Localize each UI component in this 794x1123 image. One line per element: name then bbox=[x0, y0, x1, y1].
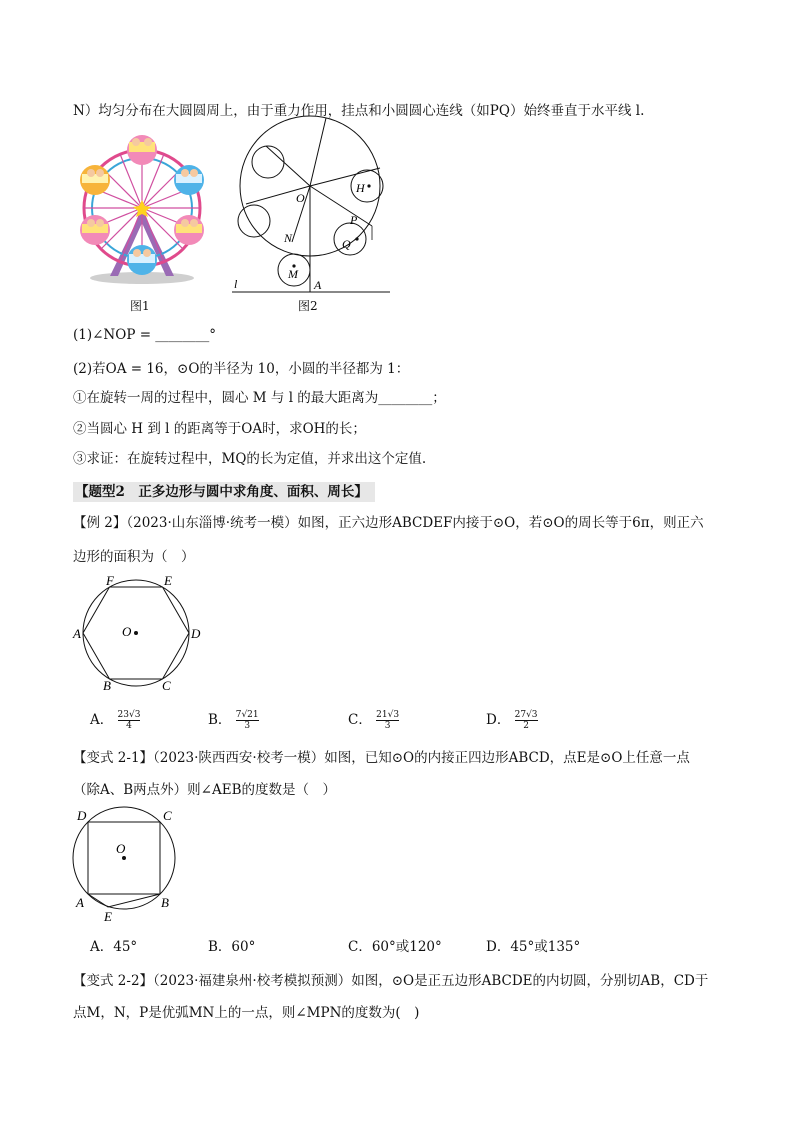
question-2-1: ①在旋转一周的过程中，圆心 M 与 l 的最大距离为________； bbox=[73, 390, 446, 406]
sq-label-D: D bbox=[77, 808, 87, 823]
ferris-wheel-image bbox=[72, 128, 212, 286]
label-H: H bbox=[356, 181, 365, 195]
variant21-choice-a[interactable]: A．45° bbox=[90, 939, 138, 955]
variant21-line1: 【变式 2-1】（2023·陕西西安·校考一模）如图，已知⊙O的内接正四边形ABCD，点E是⊙O上任意一点 bbox=[73, 750, 690, 766]
hex-label-F: F bbox=[106, 573, 114, 588]
question-2-2: ②当圆心 H 到 l 的距离等于OA时，求OH的长； bbox=[73, 421, 366, 437]
section-header: 【题型2 正多边形与圆中求角度、面积、周长】 bbox=[73, 482, 375, 502]
sq-label-B: B bbox=[161, 895, 169, 910]
example2-line2: 边形的面积为（ ） bbox=[73, 549, 195, 565]
sq-label-A: A bbox=[76, 895, 84, 910]
hex-label-D: D bbox=[191, 626, 201, 641]
variant21-line2: （除A、B两点外）则∠AEB的度数是（ ） bbox=[73, 782, 337, 798]
label-P: P bbox=[350, 213, 358, 227]
question-1: (1)∠NOP = ________° bbox=[73, 327, 217, 343]
variant21-choice-c[interactable]: C．60°或120° bbox=[348, 939, 442, 955]
hexagon-figure bbox=[72, 572, 212, 694]
example2-choice-b[interactable]: B． $\frac{7√21}{3}$ bbox=[208, 710, 259, 731]
example2-choice-d[interactable]: D． $\frac{27√3}{2}$ bbox=[486, 710, 538, 731]
example2-choice-a[interactable]: A． $\frac{23√3}{4}$ bbox=[90, 710, 141, 731]
question-2: (2)若OA = 16，⊙O的半径为 10，小圆的半径都为 1： bbox=[73, 361, 410, 377]
variant21-choice-b[interactable]: B．60° bbox=[208, 939, 256, 955]
example2-line1: 【例 2】（2023·山东淄博·统考一模）如图，正六边形ABCDEF内接于⊙O，若⊙O的周长等于6π，则正六 bbox=[73, 515, 704, 531]
label-O: O bbox=[296, 191, 305, 205]
label-l: l bbox=[234, 277, 238, 291]
sq-label-C: C bbox=[163, 808, 172, 823]
label-A: A bbox=[314, 278, 322, 292]
label-M: M bbox=[288, 267, 298, 281]
square-circle-figure bbox=[72, 806, 184, 924]
question-2-3: ③求证：在旋转过程中，MQ的长为定值，并求出这个定值. bbox=[73, 451, 427, 467]
hex-label-E: E bbox=[164, 573, 172, 588]
variant21-choice-d[interactable]: D．45°或135° bbox=[486, 939, 581, 955]
figure1-caption: 图1 bbox=[130, 299, 150, 313]
variant22-line1: 【变式 2-2】（2023·福建泉州·校考模拟预测）如图，⊙O是正五边形ABCDE的内切圆，分别切AB，CD于 bbox=[73, 973, 709, 989]
example2-choice-c[interactable]: C． $\frac{21√3}{3}$ bbox=[348, 710, 400, 731]
sq-label-O: O bbox=[116, 841, 126, 856]
figure2-diagram bbox=[224, 106, 396, 296]
intro-line: N）均匀分布在大圆圆周上，由于重力作用，挂点和小圆圆心连线（如PQ）始终垂直于水平线 l. bbox=[73, 103, 645, 119]
hex-label-C: C bbox=[162, 678, 171, 693]
label-Q: Q bbox=[342, 237, 351, 251]
hex-label-O: O bbox=[122, 624, 132, 639]
hex-label-A: A bbox=[73, 626, 81, 641]
variant22-line2: 点M，N，P是优弧MN上的一点，则∠MPN的度数为( ) bbox=[73, 1005, 420, 1021]
label-N: N bbox=[284, 231, 293, 245]
figure2-caption: 图2 bbox=[298, 299, 318, 313]
hex-label-B: B bbox=[103, 678, 111, 693]
sq-label-E: E bbox=[104, 909, 112, 924]
